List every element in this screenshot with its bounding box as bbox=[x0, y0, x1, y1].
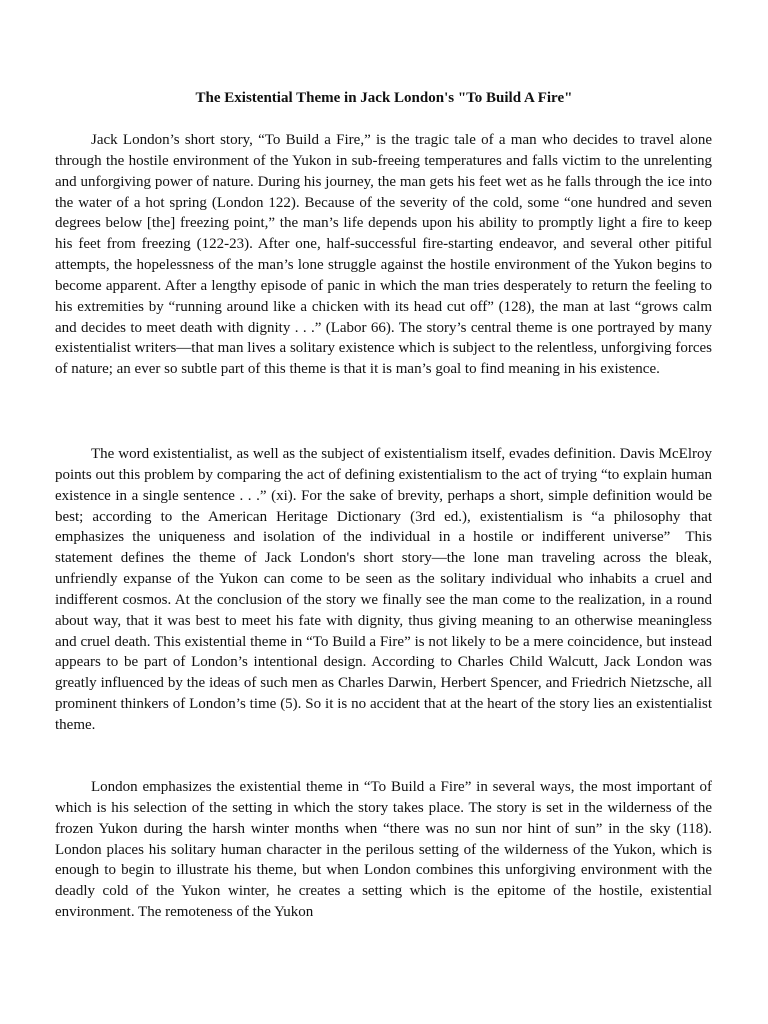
body-paragraph-3: London emphasizes the existential theme in “To Build a Fire” in several ways, the most important of which is his selection of the setting in which the story takes place. The story is set in the wilderness of the frozen Yukon during the harsh winter months when “there was no sun nor hint of sun” in the sky (118). London places his solitary human character in the perilous setting of the wilderness of the Yukon, which is enough to begin to illustrate his theme, but when London combines this unforgiving environment with the deadly cold of the Yukon winter, he creates a setting which is the epitome of the hostile, existential environment. The remoteness of the Yukon bbox=[55, 779, 712, 921]
body-paragraph-2: The word existentialist, as well as the subject of existentialism itself, evades definition. Davis McElroy points out this problem by comparing the act of defining existentialism to the act of trying “to explain human existence in a single sentence . . .” (xi). For the sake of brevity, perhaps a short, simple definition would be best; according to the American Heritage Dictionary (3rd ed.), existentialism is “a philosophy that emphasizes the uniqueness and isolation of the individual in a hostile or indifferent universe” This statement defines the theme of Jack London's short story—the lone man traveling across the bleak, unfriendly expanse of the Yukon can come to be seen as the solitary individual who inhabits a cruel and indifferent cosmos. At the conclusion of the story we finally see the man come to the realization, in a round about way, that it was best to meet his fate with dignity, thus giving meaning to an otherwise meaningless and cruel death. This existential theme in “To Build a Fire” is not likely to be a mere coincidence, but instead appears to be part of London’s intentional design. According to Charles Child Walcutt, Jack London was greatly influenced by the ideas of such men as Charles Darwin, Herbert Spencer, and Friedrich Nietzsche, all prominent thinkers of London’s time (5). So it is no accident that at the heart of the story lies an existentialist theme. bbox=[55, 446, 712, 733]
page-title: The Existential Theme in Jack London's "To Build A Fire" bbox=[195, 90, 573, 106]
body-paragraph-1: Jack London’s short story, “To Build a Fire,” is the tragic tale of a man who decides to travel alone through the hostile environment of the Yukon in sub-freeing temperatures and falls victim to the unrelenting and unforgiving power of nature. During his journey, the man gets his feet wet as he falls through the ice into the water of a hot spring (London 122). Because of the severity of the cold, some “one hundred and seven degrees below [the] freezing point,” the man’s life depends upon his ability to promptly light a fire to keep his feet from freezing (122-23). After one, half-successful fire-starting endeavor, and several other pitiful attempts, the hopelessness of the man’s lone struggle against the hostile environment of the Yukon begins to become apparent. After a lengthy episode of panic in which the man tries desperately to return the feeling to his extremities by “running around like a chicken with its head cut off” (128), the man at last “grows calm and decides to meet death with dignity . . .” (Labor 66). The story’s central theme is one portrayed by many existentialist writers—that man lives a solitary existence which is subject to the relentless, unforgiving forces of nature; an ever so subtle part of this theme is that it is man’s goal to find meaning in his existence. bbox=[55, 132, 712, 378]
